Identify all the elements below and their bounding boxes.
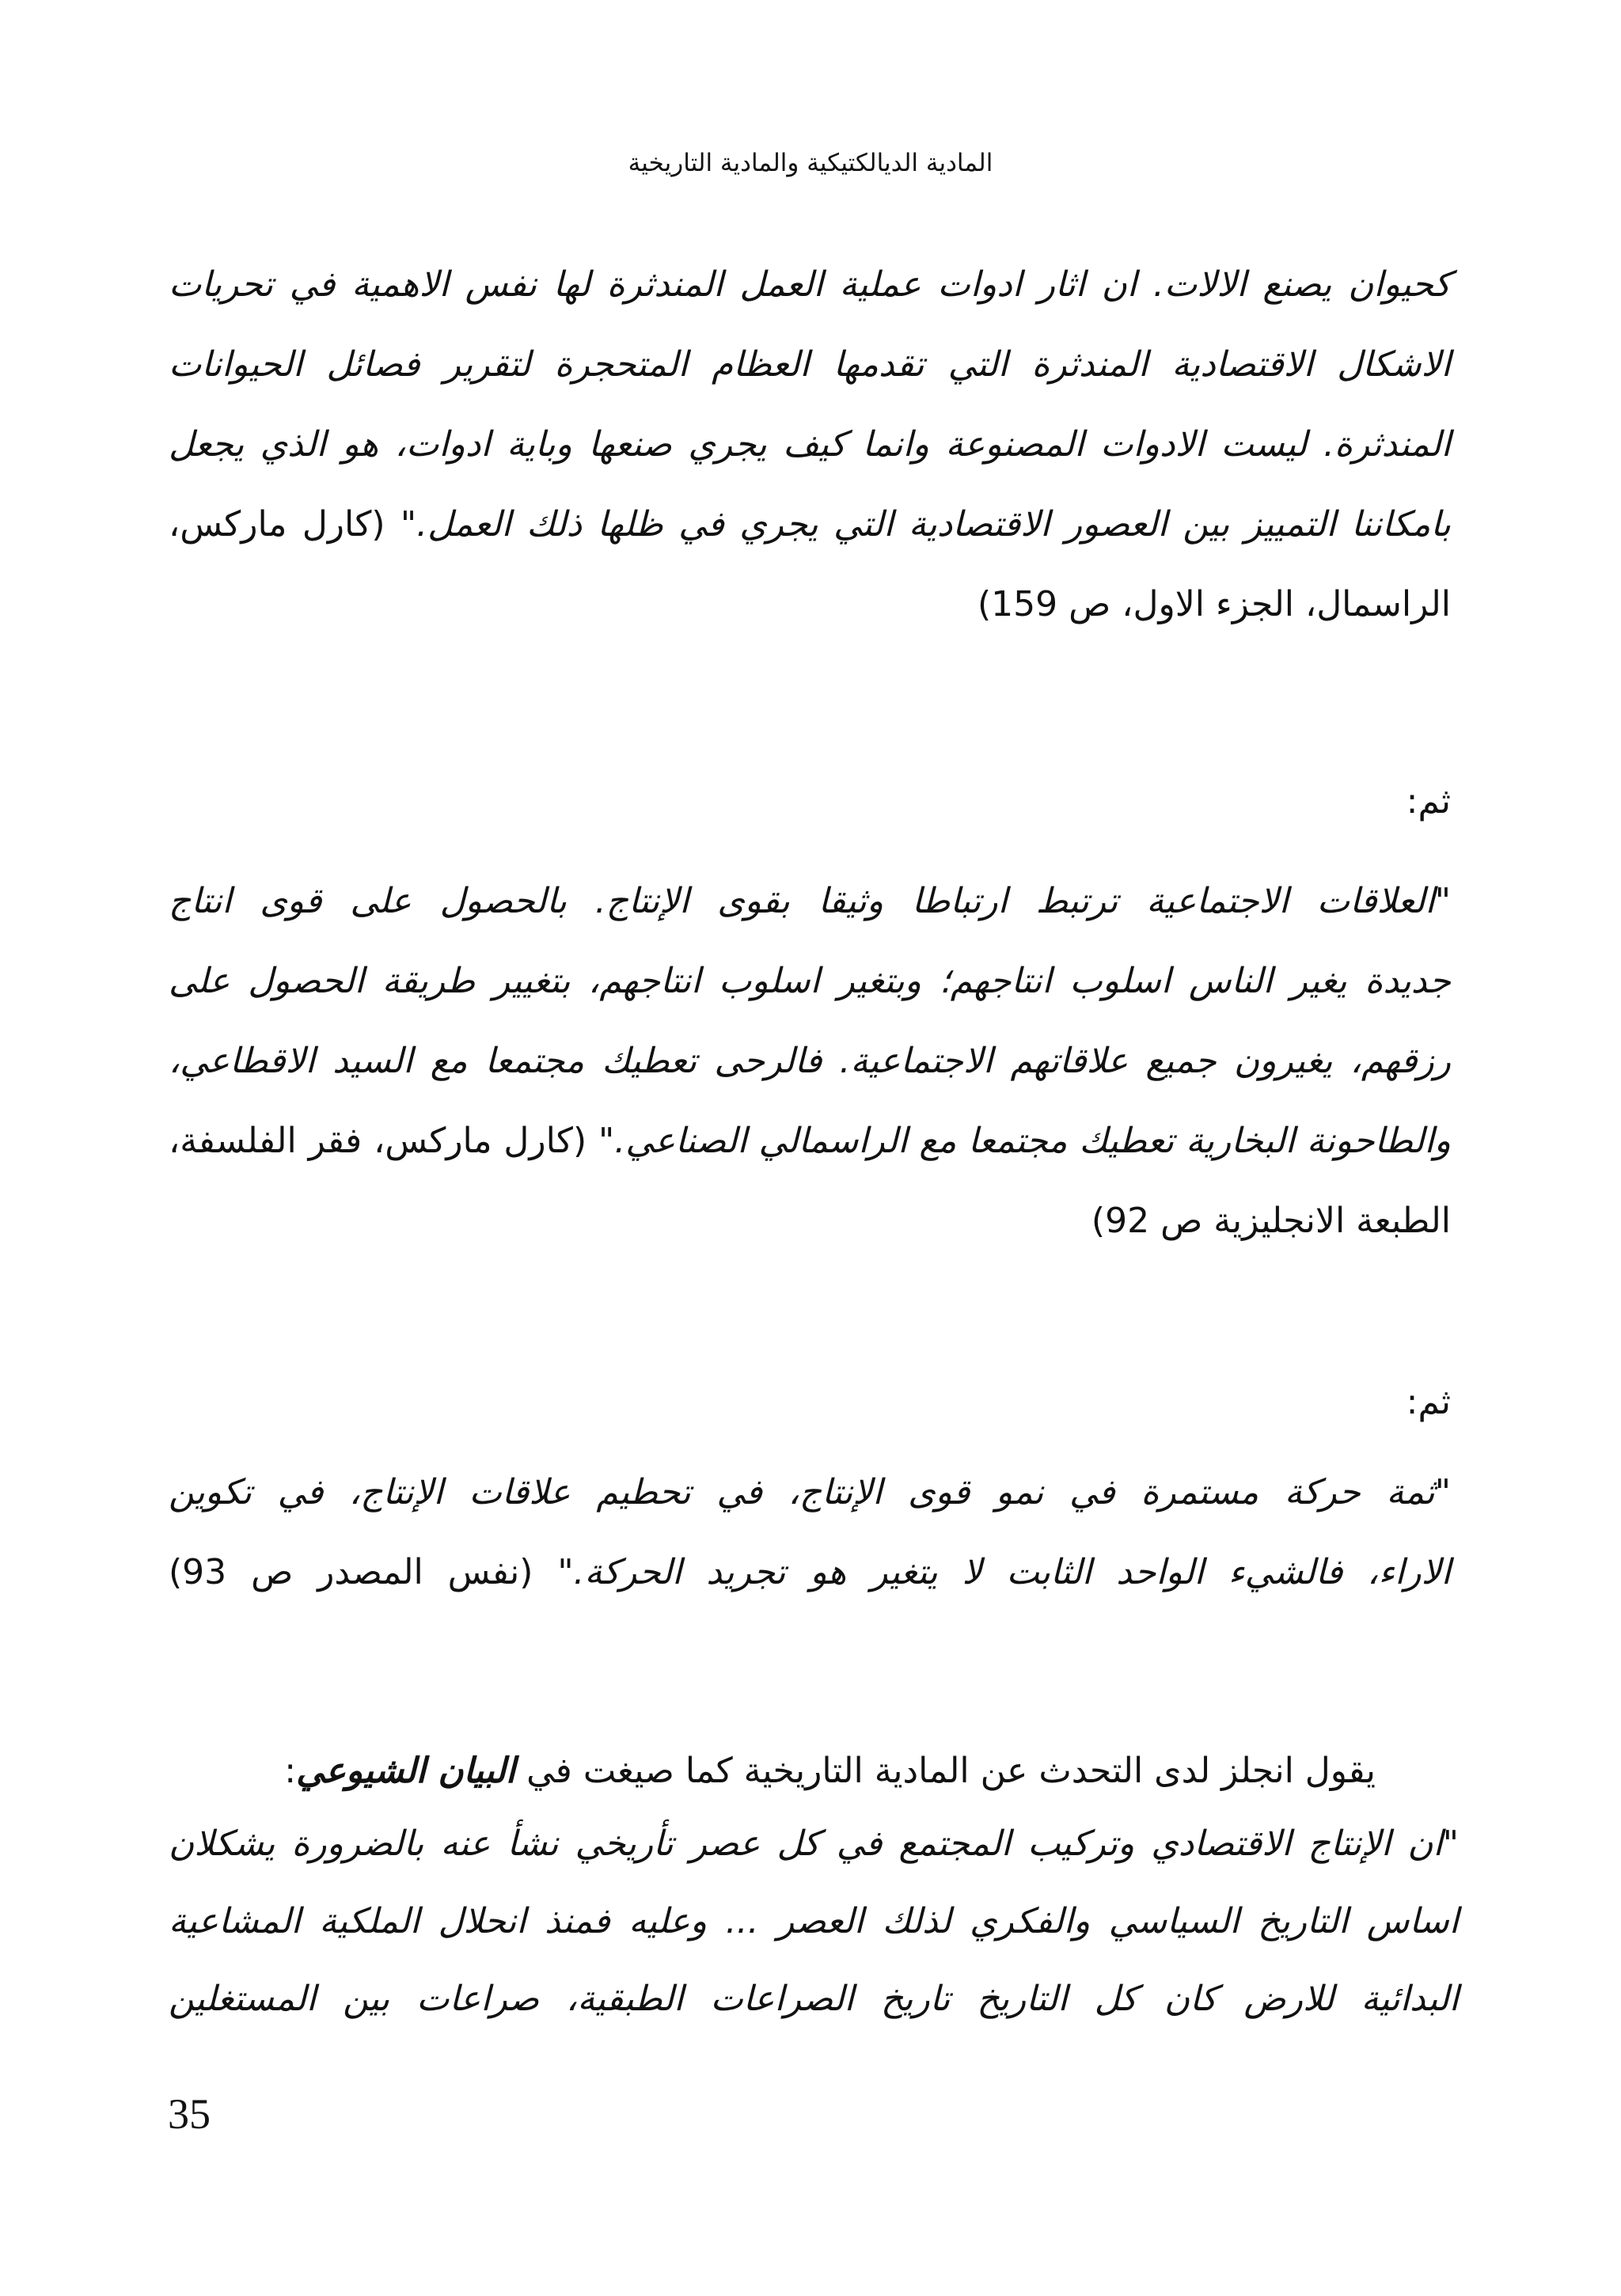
quote-3-line-2: [169, 1549, 1451, 1596]
quote-2-citation-start: (كارل ماركس، فقر الفلسفة،: [169, 1121, 587, 1161]
quote-2-line-1: "العلاقات الاجتماعية ترتبط ارتباطا وثيقا بقوى الإنتاج. بالحصول على قوى انتاج: [169, 881, 1451, 921]
engels-intro-text: يقول انجلز لدى التحدث عن المادية التاريخية كما صيغت في: [526, 1751, 1376, 1791]
then-label-2: ثم:: [1406, 1382, 1451, 1422]
quote-2-line-2: جديدة يغير الناس اسلوب انتاجهم؛ وبتغير اسلوب انتاجهم، بتغيير طريقة الحصول على: [169, 961, 1451, 1001]
quote-3-citation: (نفس المصدر ص 93): [169, 1552, 533, 1592]
page-number: 35: [168, 2090, 211, 2138]
quote-1-line-4: [169, 501, 1451, 548]
quote-1-line-3: المندثرة. ليست الادوات المصنوعة وانما كيف يجري صنعها وباية ادوات، هو الذي يجعل: [169, 424, 1451, 465]
engels-intro-colon: :: [284, 1751, 297, 1791]
engels-quote-line-3: البدائية للارض كان كل التاريخ تاريخ الصراعات الطبقية، صراعات بين المستغلين: [169, 1979, 1460, 2019]
then-label-1: ثم:: [1406, 781, 1451, 822]
communist-manifesto-title: البيان الشيوعي: [296, 1751, 516, 1791]
quote-1-line-2: الاشكال الاقتصادية المندثرة التي تقدمها العظام المتحجرة لتقرير فصائل الحيوانات: [169, 344, 1451, 385]
quote-2-citation: الطبعة الانجليزية ص 92): [1091, 1201, 1451, 1241]
quote-2-line-3: رزقهم، يغيرون جميع علاقاتهم الاجتماعية. فالرحى تعطيك مجتمعا مع السيد الاقطاعي،: [169, 1041, 1451, 1081]
engels-quote-line-1: "ان الإنتاج الاقتصادي وتركيب المجتمع في كل عصر تأريخي نشأ عنه بالضرورة يشكلان: [169, 1824, 1459, 1864]
quote-3-closing-text: الاراء، فالشيء الواحد الثابت لا يتغير هو تجريد الحركة.": [557, 1552, 1451, 1592]
quote-1-citation-start: (كارل ماركس،: [169, 504, 385, 545]
quote-1-closing-text: بامكاننا التمييز بين العصور الاقتصادية التي يجري في ظلها ذلك العمل.": [400, 504, 1451, 545]
running-header: المادية الديالكتيكية والمادية التاريخية: [628, 149, 993, 177]
quote-2-line-4: [169, 1118, 1451, 1165]
quote-3-line-1: "ثمة حركة مستمرة في نمو قوى الإنتاج، في تحطيم علاقات الإنتاج، في تكوين: [169, 1472, 1451, 1512]
engels-quote-line-2: اساس التاريخ السياسي والفكري لذلك العصر ... وعليه فمنذ انحلال الملكية المشاعية: [169, 1901, 1459, 1941]
quote-2-closing-text: والطاحونة البخارية تعطيك مجتمعا مع الراسمالي الصناعي.": [598, 1121, 1451, 1161]
engels-intro: [169, 1748, 1451, 1795]
quote-1-line-1: كحيوان يصنع الالات. ان اثار ادوات عملية العمل المندثرة لها نفس الاهمية في تحريات: [169, 264, 1451, 305]
quote-1-citation: الراسمال، الجزء الاول، ص 159): [977, 584, 1451, 624]
